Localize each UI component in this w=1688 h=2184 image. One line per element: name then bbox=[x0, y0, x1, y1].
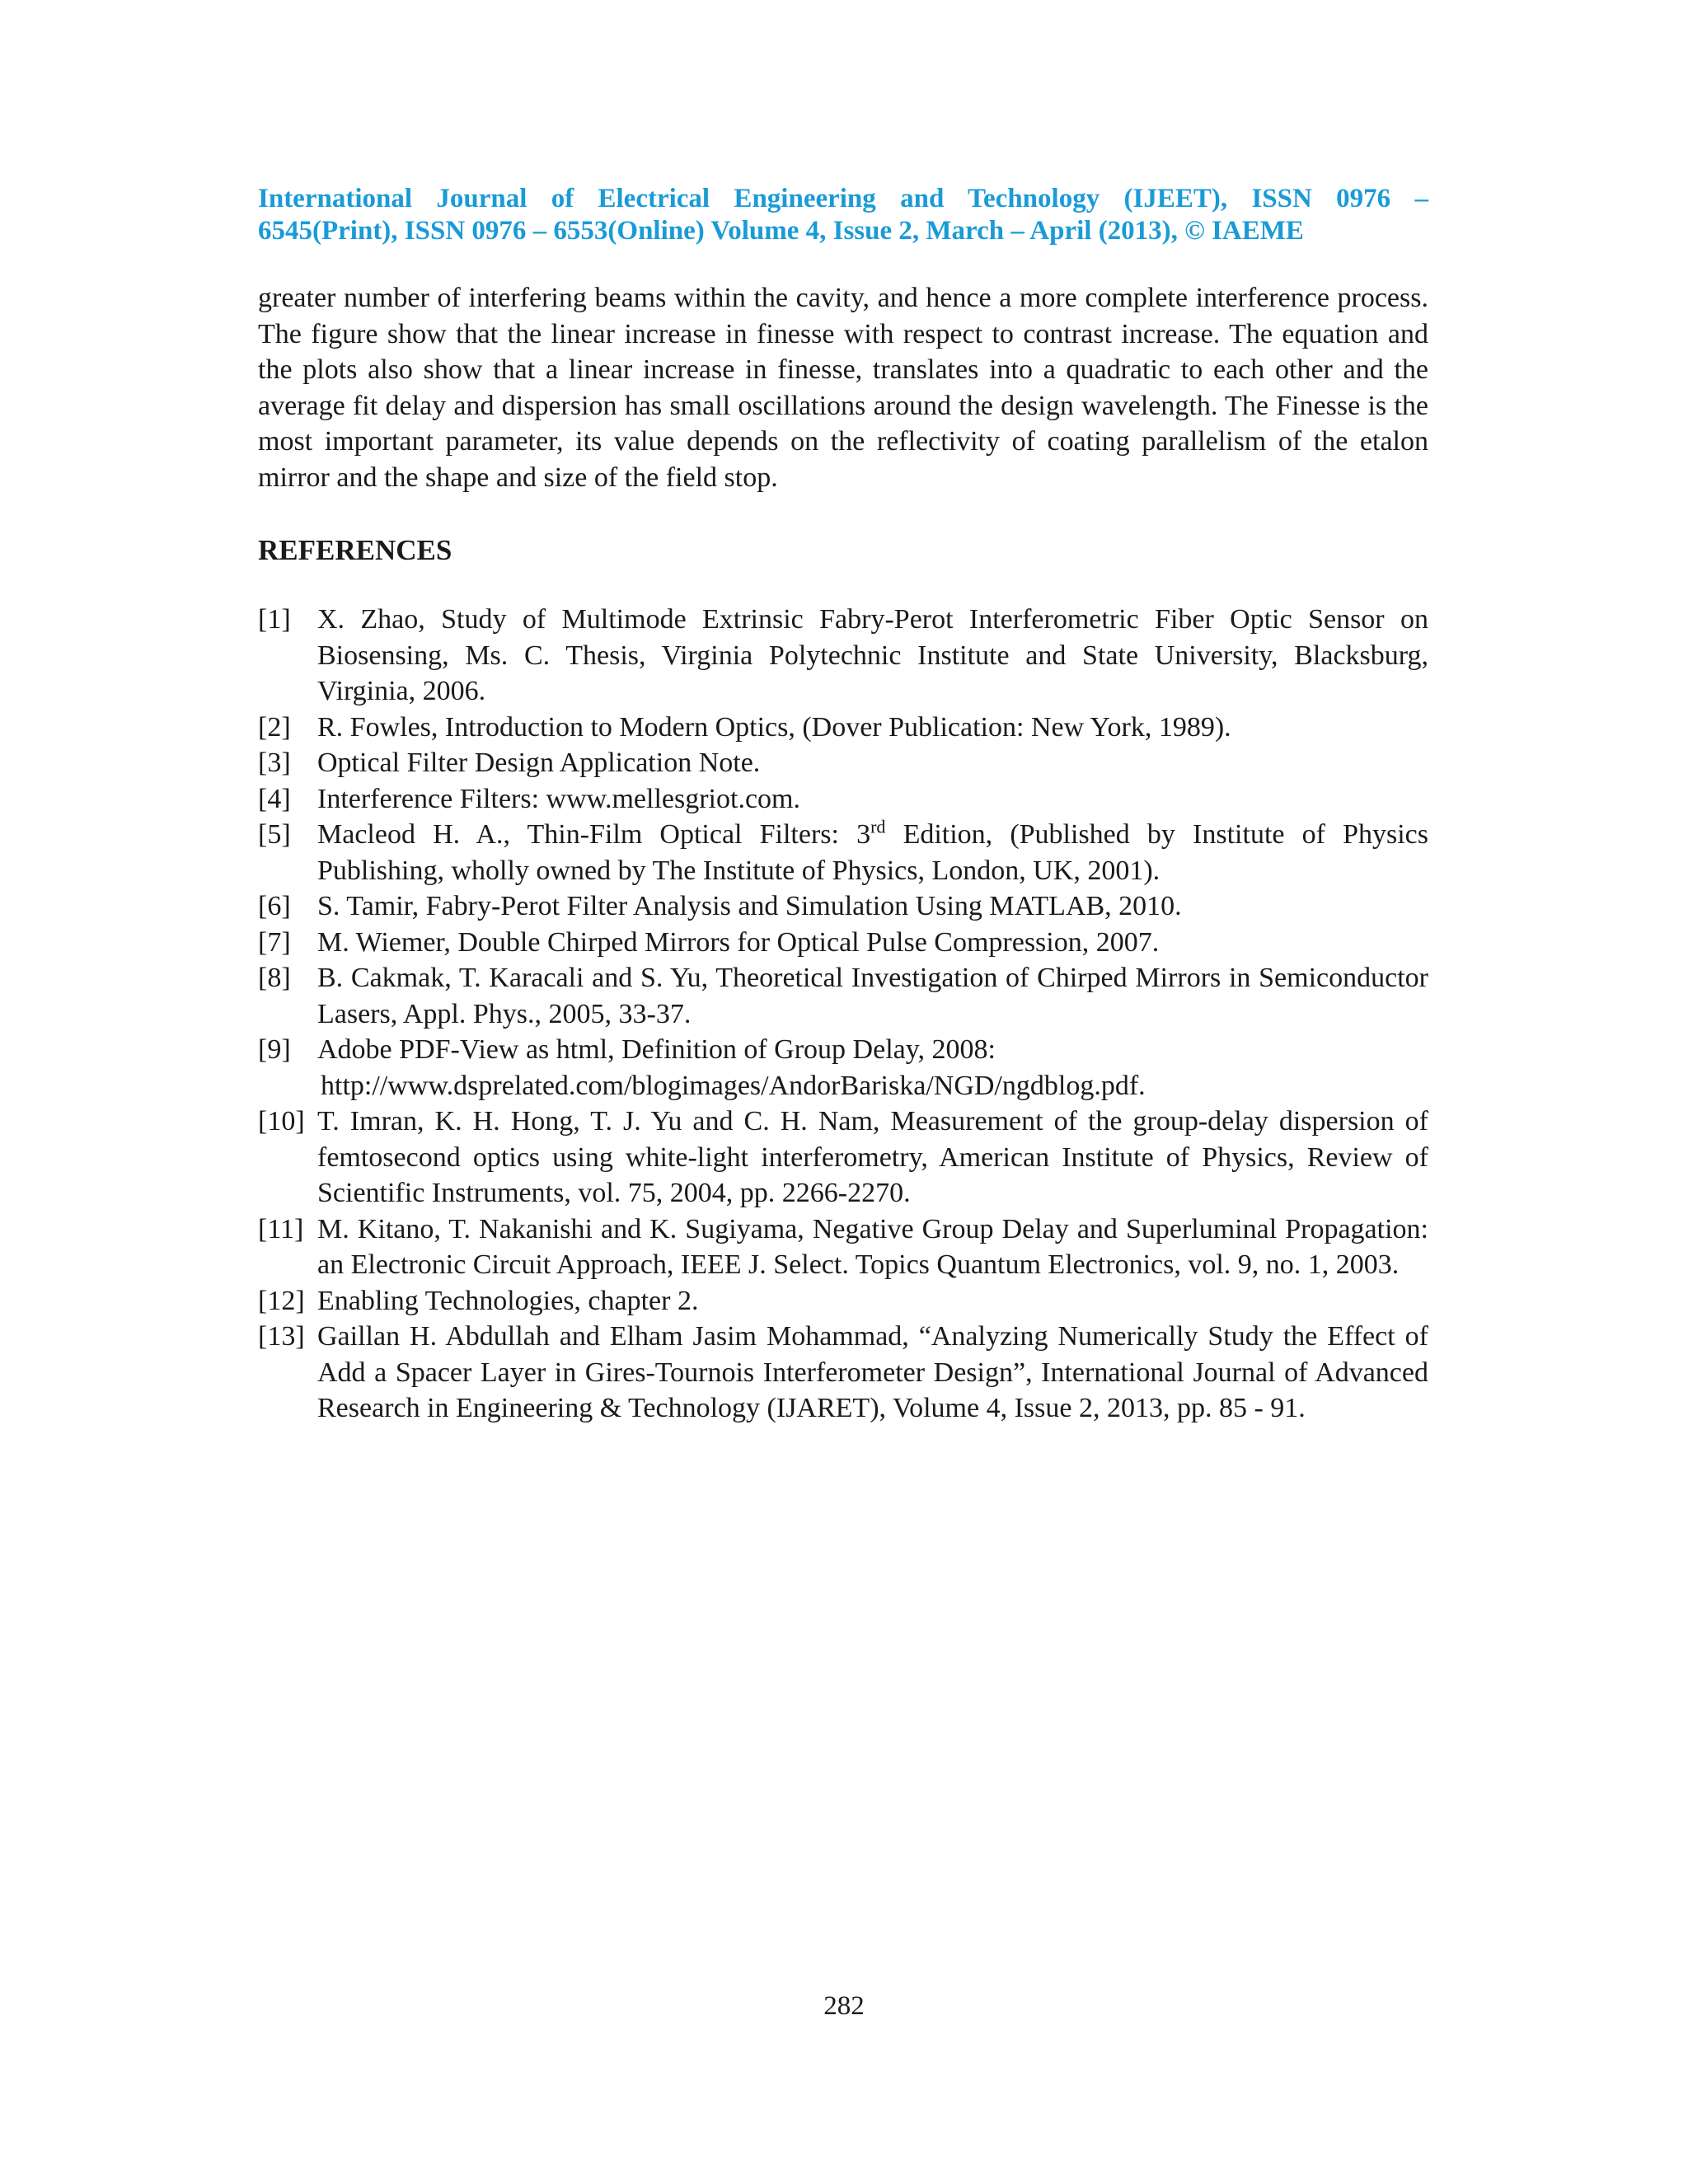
reference-text: Optical Filter Design Application Note. bbox=[317, 748, 761, 778]
reference-number: [9] bbox=[258, 1034, 291, 1065]
reference-text: Interference Filters: www.mellesgriot.com. bbox=[317, 783, 800, 814]
reference-number: [4] bbox=[258, 783, 291, 814]
reference-number: [2] bbox=[258, 711, 291, 743]
page-content bbox=[258, 183, 1428, 1427]
reference-text: Gaillan H. Abdullah and Elham Jasim Mohammad, “Analyzing Numerically Study the Effect of Add a Spacer Layer in Gires-Tournois Interferometer Design”, International Journal of Advanced Research in Engineering & Technology (IJARET), Volume 4, Issue 2, 2013, pp. 85 - 91. bbox=[317, 1321, 1428, 1423]
reference-item-3 bbox=[258, 745, 1428, 781]
reference-text: T. Imran, K. H. Hong, T. J. Yu and C. H. Nam, Measurement of the group-delay dispersion of femtosecond optics using white-light interferometry, American Institute of Physics, Review of Scientific Instruments, vol. 75, 2004, pp. 2266-2270. bbox=[317, 1106, 1428, 1208]
reference-number: [3] bbox=[258, 748, 291, 778]
reference-item-9 bbox=[258, 1032, 1428, 1104]
reference-item-7 bbox=[258, 925, 1428, 961]
journal-header-line-1: International Journal of Electrical Engineering and Technology (IJEET), ISSN 0976 – bbox=[258, 184, 1428, 213]
reference-number: [12] bbox=[258, 1285, 305, 1316]
page-number: 282 bbox=[823, 1991, 865, 2021]
journal-header-line-2: 6545(Print), ISSN 0976 – 6553(Online) Volume 4, Issue 2, March – April (2013), © IAEME bbox=[258, 216, 1304, 246]
reference-text: B. Cakmak, T. Karacali and S. Yu, Theoretical Investigation of Chirped Mirrors in Semiconductor Lasers, Appl. Phys., 2005, 33-37. bbox=[317, 963, 1428, 1029]
reference-number: [8] bbox=[258, 963, 291, 993]
reference-number: [10] bbox=[258, 1106, 305, 1137]
ordinal-superscript: rd bbox=[870, 816, 886, 837]
reference-item-11 bbox=[258, 1212, 1428, 1283]
reference-number: [5] bbox=[258, 819, 291, 850]
reference-item-4 bbox=[258, 781, 1428, 818]
reference-number: [7] bbox=[258, 926, 291, 958]
journal-header bbox=[258, 183, 1428, 247]
reference-item-8 bbox=[258, 960, 1428, 1032]
body-paragraph: greater number of interfering beams within the cavity, and hence a more complete interference process. The figure show that the linear increase in finesse with respect to contrast increase. The equation and the plots also show that a linear increase in finesse, translates into a quadratic to each other and the average fit delay and dispersion has small oscillations around the design wavelength. The Finesse is the most important parameter, its value depends on the reflectivity of coating parallelism of the etalon mirror and the shape and size of the field stop. bbox=[258, 283, 1428, 493]
reference-number: [1] bbox=[258, 604, 291, 635]
reference-text: Adobe PDF-View as html, Definition of Group Delay, 2008: bbox=[317, 1034, 996, 1065]
reference-url-link[interactable]: http://www.dsprelated.com/blogimages/AndorBariska/NGD/ngdblog.pdf. bbox=[321, 1070, 1146, 1101]
reference-item-1 bbox=[258, 602, 1428, 710]
reference-text: M. Kitano, T. Nakanishi and K. Sugiyama, Negative Group Delay and Superluminal Propagation: an Electronic Circuit Approach, IEEE J. Select. Topics Quantum Electronics, vol. 9, no. 1, 2003. bbox=[317, 1213, 1428, 1280]
reference-text-part: Macleod H. A., Thin-Film Optical Filters: 3 bbox=[317, 819, 871, 850]
references-list bbox=[258, 602, 1428, 1427]
reference-text: X. Zhao, Study of Multimode Extrinsic Fabry-Perot Interferometric Fiber Optic Sensor on Biosensing, Ms. C. Thesis, Virginia Polytechnic Institute and State University, Blacksburg, Virginia, 2006. bbox=[317, 604, 1428, 706]
reference-number: [11] bbox=[258, 1213, 304, 1244]
reference-item-5 bbox=[258, 817, 1428, 888]
reference-text-part: Edition, (Published by Institute of Physics Publishing, wholly owned by The Institute of Physics, London, UK, 2001). bbox=[317, 819, 1428, 886]
reference-item-12 bbox=[258, 1283, 1428, 1319]
reference-item-13 bbox=[258, 1319, 1428, 1427]
reference-text: S. Tamir, Fabry-Perot Filter Analysis and Simulation Using MATLAB, 2010. bbox=[317, 891, 1182, 921]
reference-number: [6] bbox=[258, 891, 291, 921]
reference-item-2 bbox=[258, 710, 1428, 746]
reference-number: [13] bbox=[258, 1321, 305, 1352]
reference-item-6 bbox=[258, 888, 1428, 925]
reference-text bbox=[317, 816, 1428, 886]
references-heading: REFERENCES bbox=[258, 534, 452, 566]
reference-item-10 bbox=[258, 1104, 1428, 1212]
reference-text: R. Fowles, Introduction to Modern Optics, (Dover Publication: New York, 1989). bbox=[317, 711, 1231, 743]
reference-text: M. Wiemer, Double Chirped Mirrors for Optical Pulse Compression, 2007. bbox=[317, 926, 1160, 958]
reference-text: Enabling Technologies, chapter 2. bbox=[317, 1285, 699, 1316]
